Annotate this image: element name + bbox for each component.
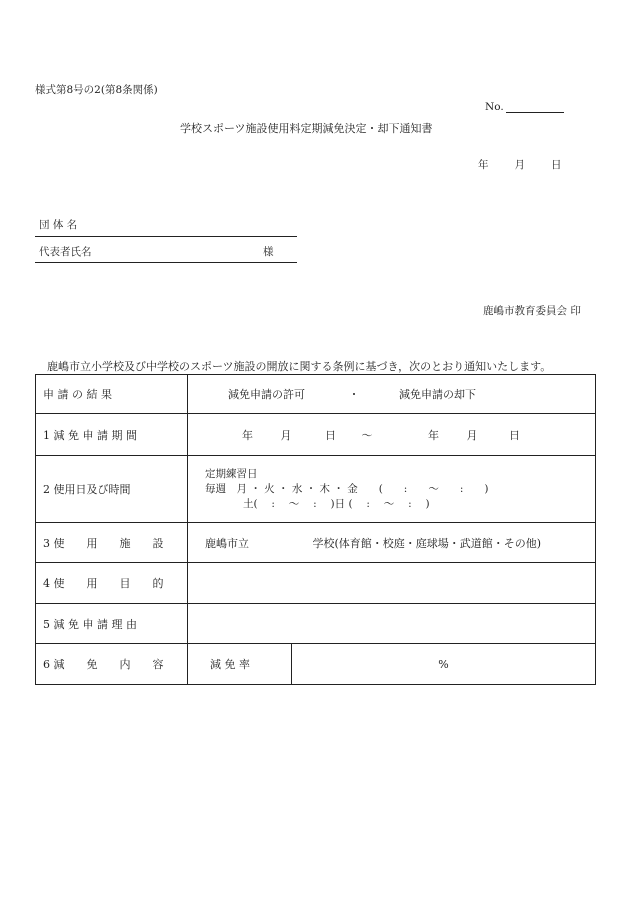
facility-school: 学校(体育館・校庭・庭球場・武道館・その他): [312, 536, 542, 550]
rate-label: 減 免 率: [188, 644, 292, 685]
page-title: 学校スポーツ施設使用料定期減免決定・却下通知書: [180, 122, 433, 135]
facility-city: 鹿嶋市立: [205, 536, 249, 550]
period-end-month: 月: [466, 428, 478, 442]
percent-sign: %: [438, 657, 449, 671]
period-value[interactable]: [188, 414, 596, 456]
reason-label: 5 減 免 申 請 理 由: [36, 604, 188, 644]
reason-value[interactable]: [188, 604, 596, 644]
result-value[interactable]: [188, 375, 596, 414]
intro-text: 鹿嶋市立小学校及び中学校のスポーツ施設の開放に関する条例に基づき，次のとおり通知いたします。: [47, 360, 552, 373]
form-number-label: 様式第8号の2(第8条関係): [35, 84, 158, 96]
date-month: 月: [514, 159, 525, 171]
issuer-name: 鹿嶋市教育委員会 印: [483, 305, 581, 317]
representative-name-field[interactable]: [35, 241, 297, 263]
schedule-line-weekdays: 毎週 月 ・ 火 ・ 水 ・ 木 ・ 金 ( : 〜 : ): [205, 482, 489, 495]
period-start-day: 日: [325, 428, 336, 442]
purpose-label: 4 使 用 目 的: [36, 563, 188, 604]
period-start-month: 月: [280, 428, 292, 442]
honorific: 様: [263, 246, 274, 258]
reject-option[interactable]: 減免申請の却下: [399, 388, 476, 401]
period-start-year: 年: [242, 428, 253, 442]
period-label: 1 減 免 申 請 期 間: [36, 414, 188, 456]
document-number: [485, 101, 564, 113]
table-row-reason: [36, 604, 596, 644]
table-row-result: [36, 375, 596, 414]
period-end-year: 年: [428, 428, 439, 442]
rate-value[interactable]: [292, 644, 596, 685]
date-day: 日: [551, 159, 562, 171]
schedule-line-regular: 定期練習日: [205, 467, 258, 480]
schedule-label: 2 使用日及び時間: [36, 456, 188, 523]
number-label: No.: [485, 101, 504, 113]
notice-table: [35, 374, 596, 685]
issue-date: [478, 157, 562, 172]
date-year: 年: [478, 159, 489, 171]
table-row-purpose: [36, 563, 596, 604]
period-tilde: 〜: [361, 428, 373, 442]
approve-option[interactable]: 減免申請の許可: [228, 388, 305, 401]
schedule-value[interactable]: [188, 456, 596, 523]
organization-name-label: 団 体 名: [39, 219, 78, 231]
table-row-facility: [36, 523, 596, 563]
period-end-day: 日: [509, 428, 520, 442]
organization-name-field[interactable]: [35, 214, 297, 237]
representative-name-label: 代表者氏名: [39, 246, 92, 258]
purpose-value[interactable]: [188, 563, 596, 604]
content-label: 6 減 免 内 容: [36, 644, 188, 685]
option-separator: ・: [348, 388, 360, 401]
facility-value[interactable]: [188, 523, 596, 563]
table-row-schedule: [36, 456, 596, 523]
table-row-period: [36, 414, 596, 456]
number-blank[interactable]: [506, 101, 564, 113]
facility-label: 3 使 用 施 設: [36, 523, 188, 563]
result-label: 申 請 の 結 果: [36, 375, 188, 414]
schedule-line-weekend: 土( : 〜 : )日 ( : 〜 : ): [243, 497, 430, 510]
table-row-content: [36, 644, 596, 685]
